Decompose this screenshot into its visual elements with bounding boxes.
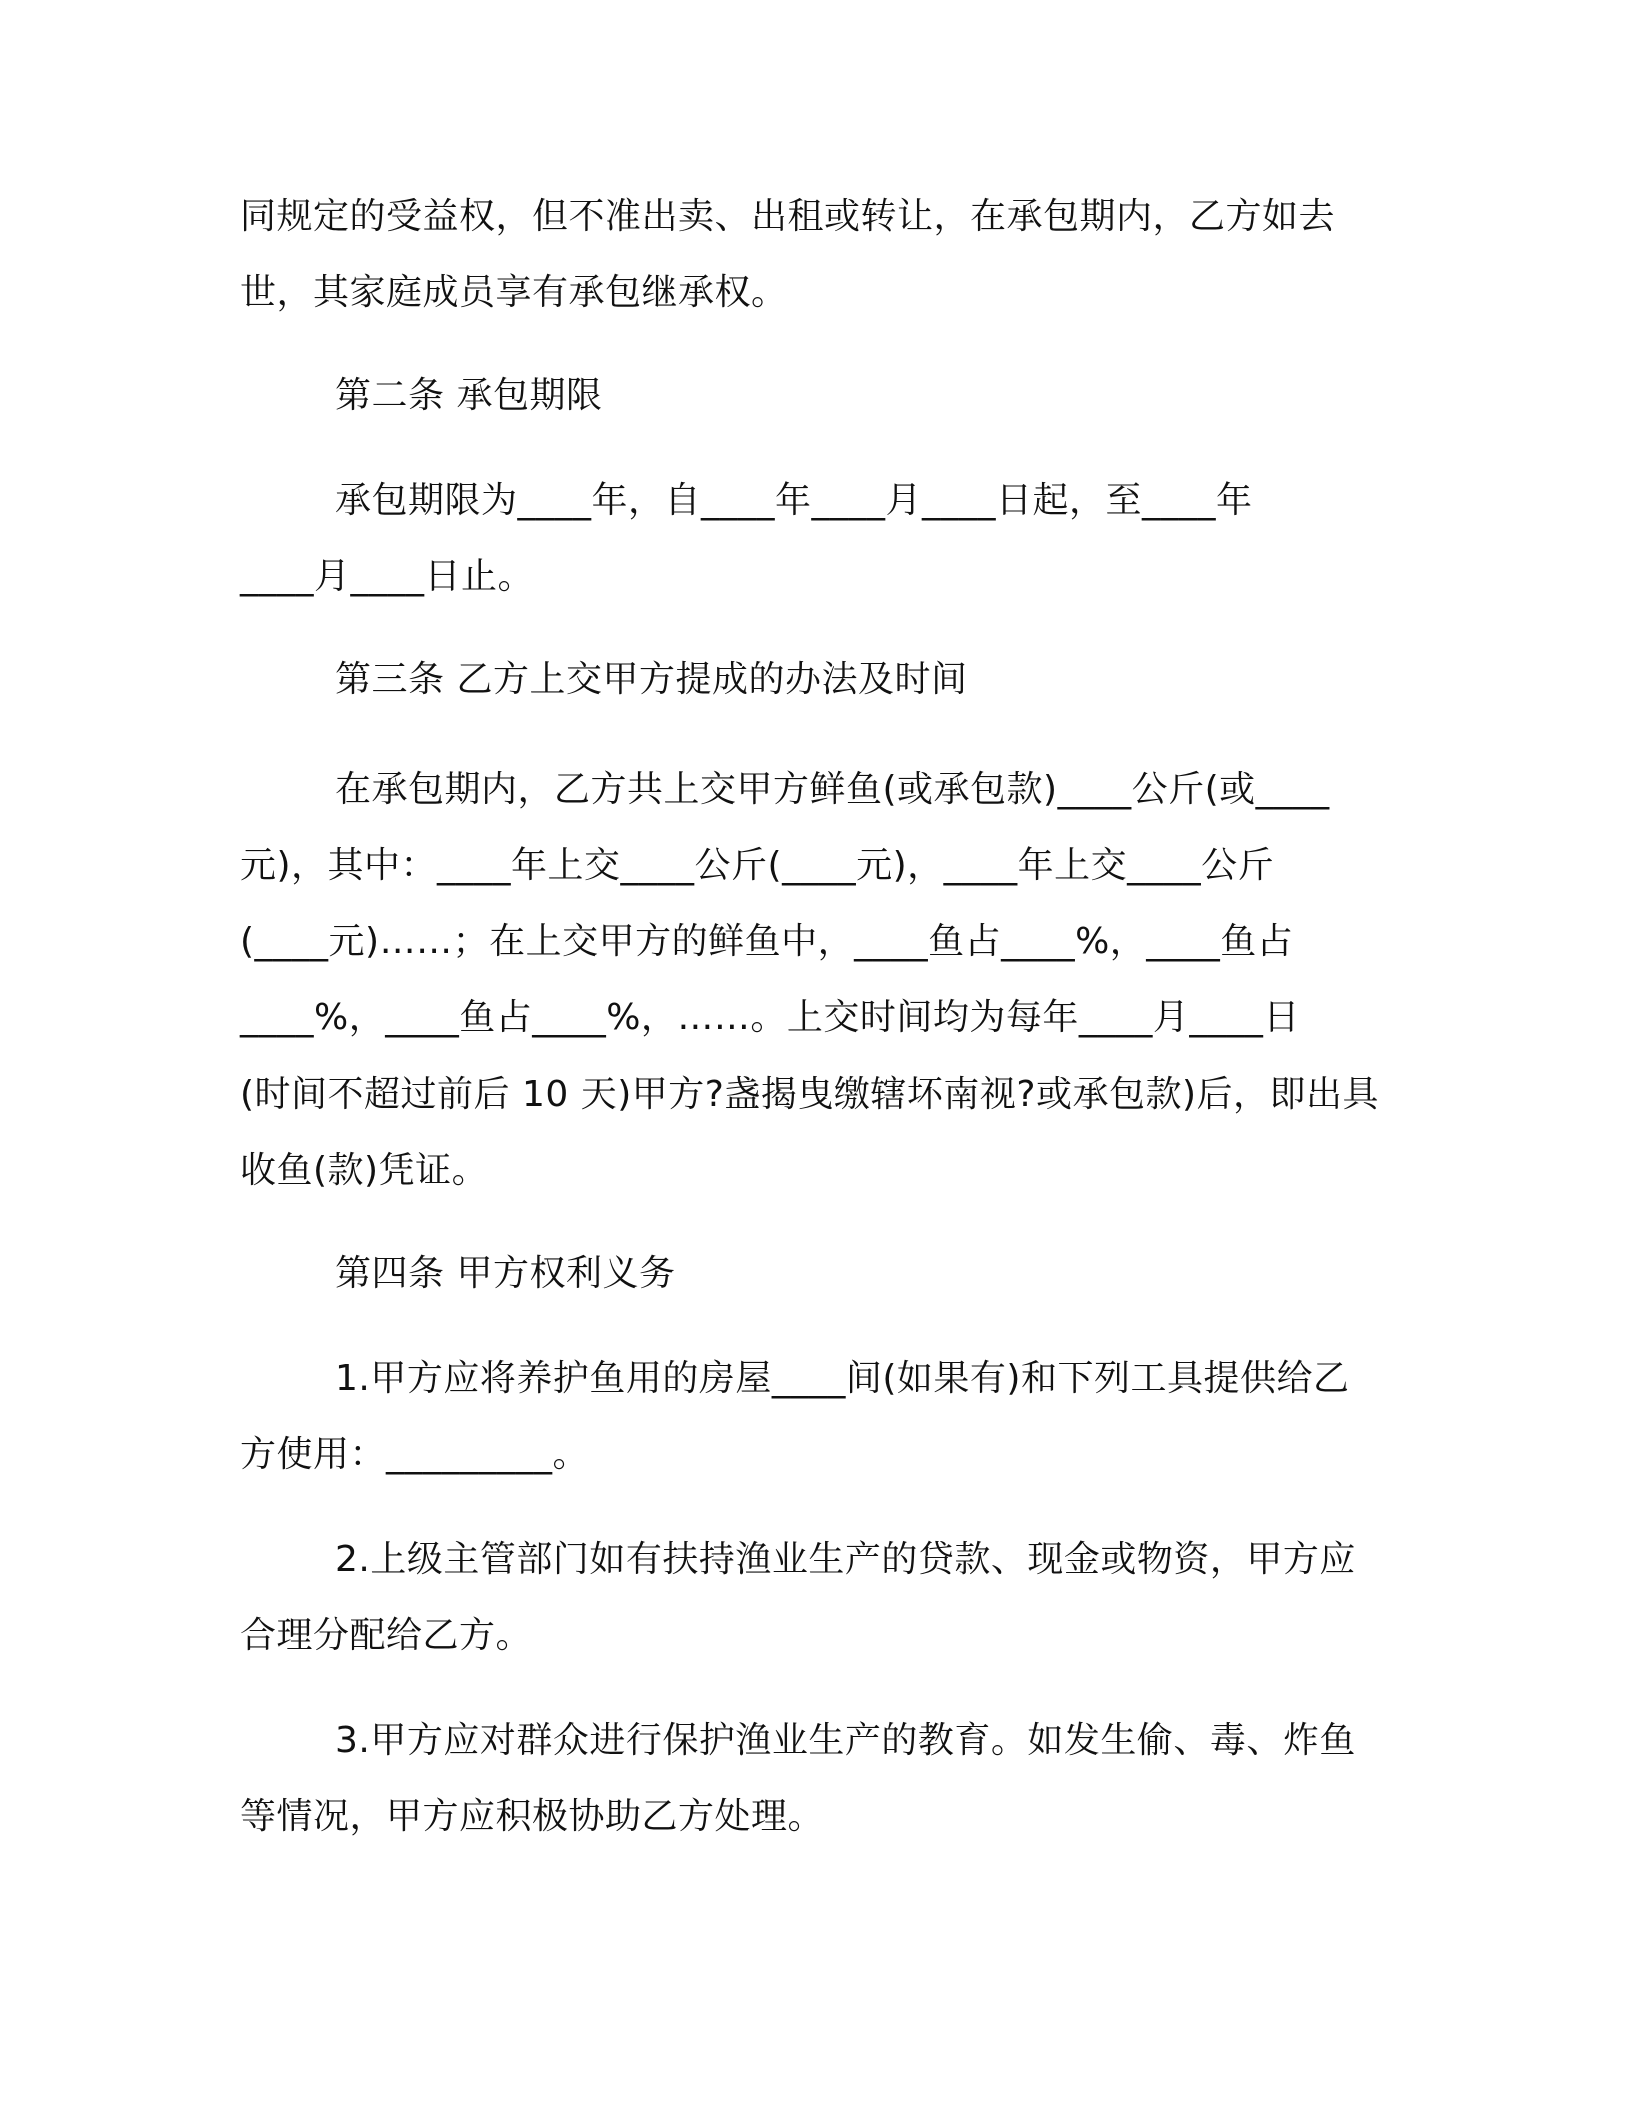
text-line: 元)，其中：____年上交____公斤(____元)，____年上交____公斤 (240, 845, 1275, 886)
text-line: 2.上级主管部门如有扶持渔业生产的贷款、现金或物资，甲方应 (335, 1539, 1356, 1580)
section-heading: 第三条 乙方上交甲方提成的办法及时间 (335, 659, 968, 700)
text-line: (____元)……；在上交甲方的鲜鱼中，____鱼占____%，____鱼占 (240, 921, 1294, 962)
text-line: 同规定的受益权，但不准出卖、出租或转让，在承包期内，乙方如去 (240, 196, 1336, 237)
text-line: 3.甲方应对群众进行保护渔业生产的教育。如发生偷、毒、炸鱼 (335, 1720, 1356, 1761)
text-line: 收鱼(款)凭证。 (240, 1150, 489, 1191)
section-heading: 第二条 承包期限 (335, 375, 603, 416)
text-line: 在承包期内，乙方共上交甲方鲜鱼(或承包款)____公斤(或____ (335, 769, 1330, 810)
text-line: (时间不超过前后 10 天)甲方?盏揭曳缴辖坏南视?或承包款)后，即出具 (240, 1074, 1380, 1115)
text-line: ____%，____鱼占____%，……。上交时间均为每年____月____日 (240, 997, 1300, 1038)
text-line: 合理分配给乙方。 (240, 1615, 533, 1656)
text-line: 世，其家庭成员享有承包继承权。 (240, 272, 788, 313)
text-line: 方使用：_________。 (240, 1434, 590, 1475)
text-line: 等情况，甲方应积极协助乙方处理。 (240, 1796, 825, 1837)
section-heading: 第四条 甲方权利义务 (335, 1253, 676, 1294)
text-line: 承包期限为____年，自____年____月____日起，至____年 (335, 480, 1253, 521)
text-line: ____月____日止。 (240, 556, 535, 597)
text-line: 1.甲方应将养护鱼用的房屋____间(如果有)和下列工具提供给乙 (335, 1358, 1350, 1399)
